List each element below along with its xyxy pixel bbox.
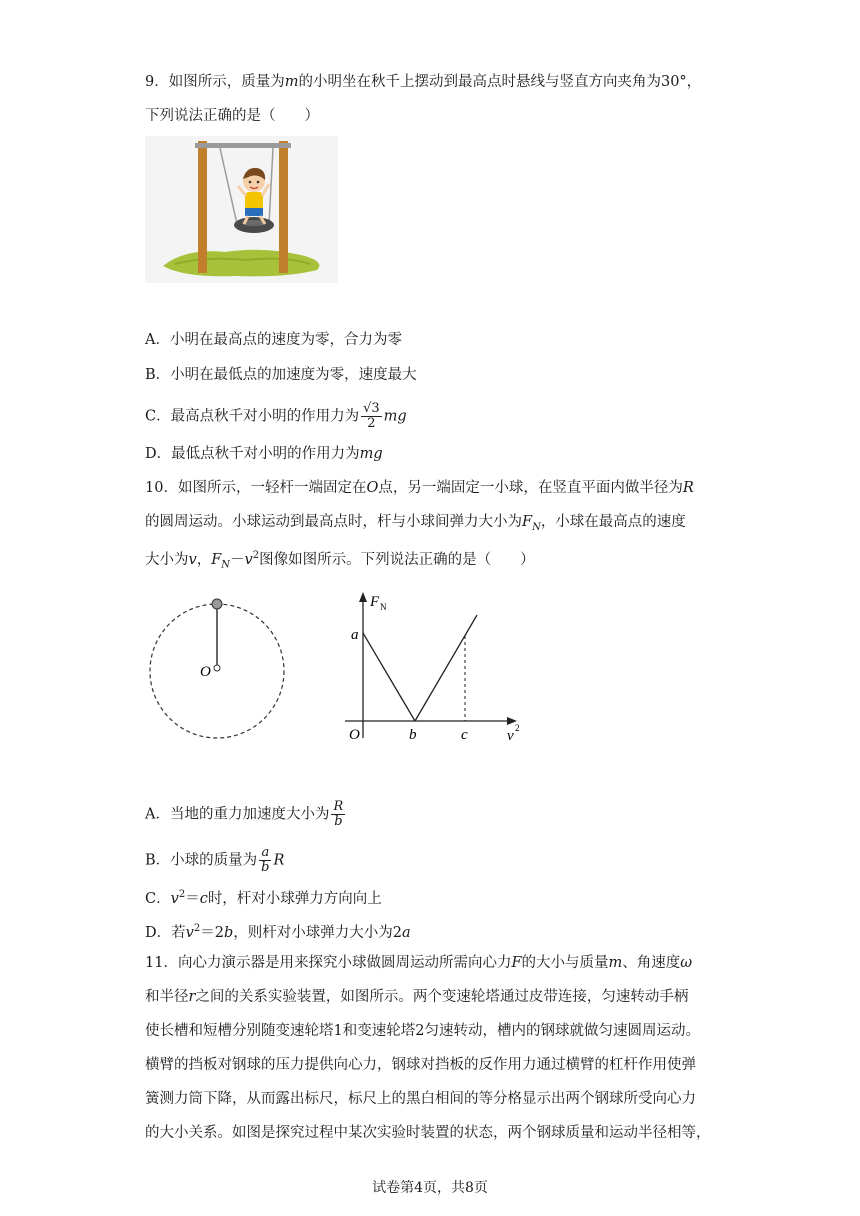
q11-stem-line6: 的大小关系。如图是探究过程中某次实验时装置的状态，两个钢球质量和运动半径相等， (145, 1125, 711, 1141)
tick-label-a: a (351, 627, 359, 643)
q11-stem-line1: 11．向心力演示器是用来探究小球做圆周运动所需向心力F的大小与质量m、角速度ω (145, 955, 693, 971)
pivot-point (214, 665, 220, 671)
graph-line-increasing (415, 615, 477, 721)
q11-stem-line3: 使长槽和短槽分别随变速轮塔1和变速轮塔2匀速转动，槽内的钢球就做匀速圆周运动。 (145, 1023, 700, 1039)
q9-stem-line2: 下列说法正确的是（ ） (145, 108, 319, 124)
x-axis-label-sup: 2 (515, 723, 520, 733)
circle-label-o: O (200, 664, 211, 680)
q9-option-c: C．最高点秋千对小明的作用力为 $\frac{√3}{2}$ mg (145, 401, 407, 431)
q10-stem-line2: 的圆周运动。小球运动到最高点时，杆与小球间弹力大小为$F_N$，小球在最高点的速度 (145, 514, 686, 533)
q9-stem-line1: 9．如图所示，质量为m的小明坐在秋千上摆动到最高点时悬线与竖直方向夹角为30°， (145, 74, 702, 90)
y-axis-label: F (370, 594, 380, 610)
q9-option-d: D．最低点秋千对小明的作用力为mg (145, 446, 383, 462)
q11-stem-line4: 横臂的挡板对钢球的压力提供向心力，钢球对挡板的反作用力通过横臂的杠杆作用使弹 (145, 1057, 696, 1073)
page-footer: 试卷第4页，共8页 (372, 1180, 488, 1196)
fraction-sqrt3-over-2: $\frac{√3}{2}$ (363, 401, 380, 431)
q10-stem-line3: 大小为v，$F_N-v^2$图像如图所示。下列说法正确的是（ ） (145, 550, 535, 571)
q10-option-b: B．小球的质量为 $\frac{a}{b}$ R (145, 845, 285, 875)
q10-stem-line1: 10．如图所示，一轻杆一端固定在O点，另一端固定一小球，在竖直平面内做半径为R (145, 480, 694, 496)
origin-label: O (349, 727, 360, 743)
q11-stem-line5: 簧测力筒下降，从而露出标尺，标尺上的黑白相间的等分格显示出两个钢球所受向心力 (145, 1091, 696, 1107)
tick-label-c: c (461, 727, 468, 743)
y-axis-arrow (359, 592, 367, 602)
q9-option-a: A．小明在最高点的速度为零，合力为零 (145, 332, 402, 348)
swing-illustration (145, 136, 338, 283)
q11-stem-line2: 和半径r之间的关系实验装置，如图所示。两个变速轮塔通过皮带连接，匀速转动手柄 (145, 989, 689, 1005)
fraction-r-over-b: $\frac{R}{b}$ (333, 799, 344, 829)
x-axis-label: v (507, 728, 514, 744)
fraction-a-over-b: $\frac{a}{b}$ (261, 845, 270, 875)
ball (212, 599, 222, 609)
graph-line-decreasing (363, 633, 415, 721)
fn-v2-graph (315, 588, 530, 748)
q9-option-b: B．小明在最低点的加速度为零，速度最大 (145, 367, 417, 383)
q10-option-c: C．$v^2=c$时，杆对小球弹力方向向上 (145, 889, 382, 907)
circular-motion-diagram (145, 592, 295, 742)
tick-label-b: b (409, 727, 417, 743)
q10-option-a: A．当地的重力加速度大小为 $\frac{R}{b}$ (145, 799, 344, 829)
q10-option-d: D．若$v^2=2b$，则杆对小球弹力大小为2a (145, 923, 411, 941)
y-axis-label-sub: N (380, 602, 387, 612)
